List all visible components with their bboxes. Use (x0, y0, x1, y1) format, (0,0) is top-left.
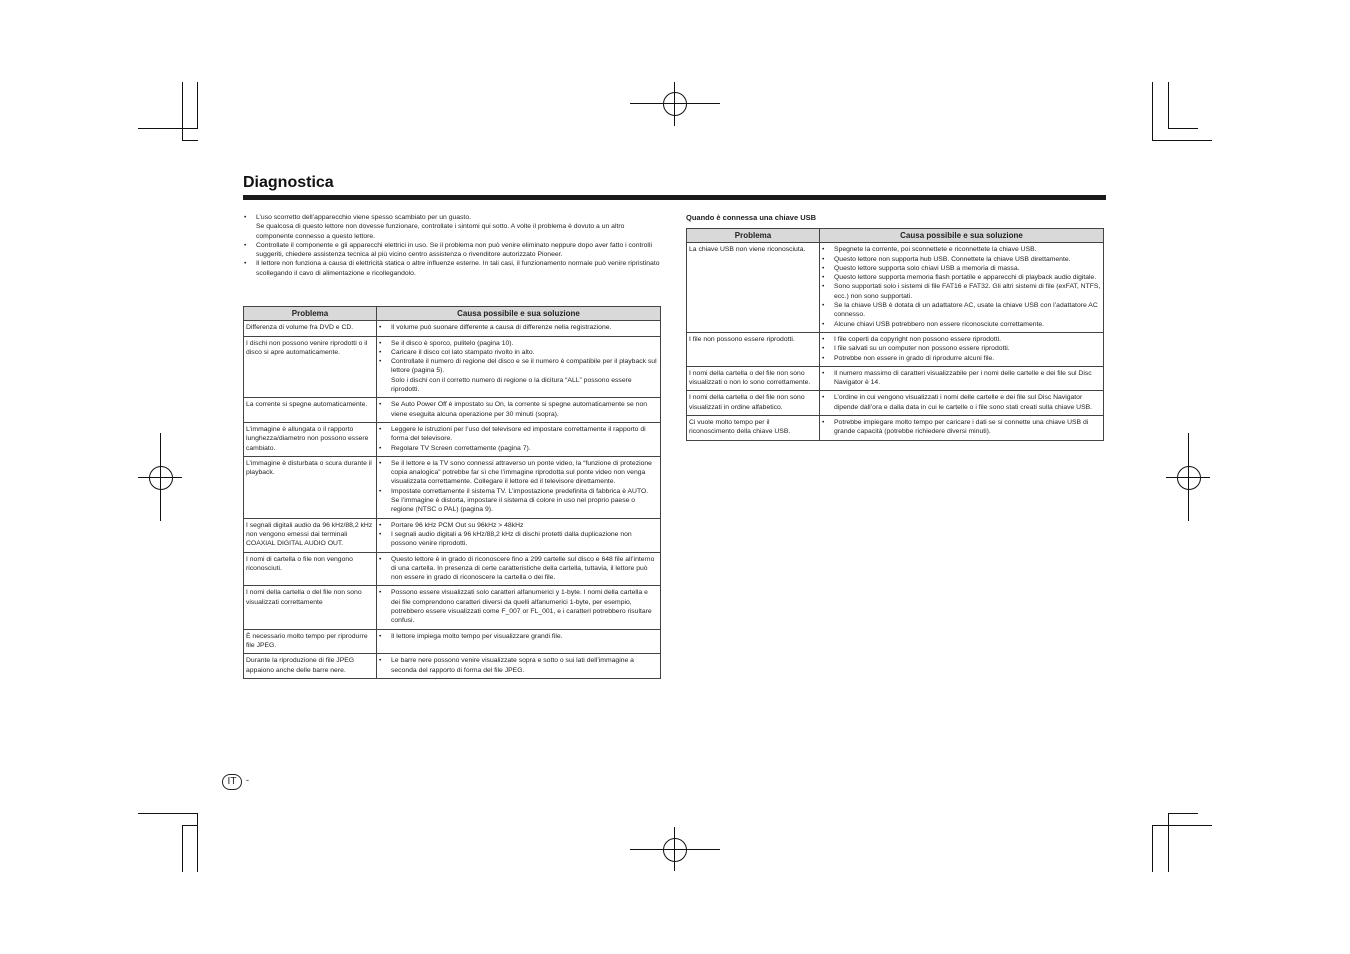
solution-text: Controllate il numero di regione del disco e se il numero è compatibile per il playback sul lettore (pagina 5). (391, 358, 657, 375)
table-row (687, 366, 1104, 391)
problem-cell: I nomi della cartella o del file non sono visualizzati in ordine alfabetico. (687, 391, 820, 416)
problem-cell: I dischi non possono venire riprodotti o il disco si apre automaticamente. (244, 336, 377, 398)
table-row (244, 336, 661, 398)
crop-mark (1152, 140, 1212, 141)
solution-item: • L’ordine in cui vengono visualizzati i nomi delle cartelle e dei file sul Disc Navigator dipende dall’ora e dalla data in cui le cartelle o i file sono stati creati sulla chiave USB. (821, 393, 1101, 412)
solution-cell (377, 336, 661, 398)
solution-item: • Questo lettore è in grado di riconoscere fino a 299 cartelle sul disco e 648 file all’interno di una cartella. In presenza di certe caratteristiche della cartella, tuttavia, il lettore può non essere in grado di riconoscere la cartella o dei file. (378, 555, 658, 583)
crop-mark (182, 140, 198, 141)
solution-cell (377, 654, 661, 679)
solution-text: Solo i dischi con il corretto numero di regione o la dicitura “ALL” possono essere riprodotti. (391, 376, 632, 394)
table-row (244, 629, 661, 654)
table-row (687, 243, 1104, 333)
troubleshooting-table (243, 306, 661, 679)
solution-item: • Questo lettore supporta memoria flash portatile e apparecchi di playback audio digitale. (821, 273, 1101, 282)
solution-cell (377, 321, 661, 336)
registration-mark (663, 92, 687, 116)
solution-item: • Sono supportati solo i sistemi di file FAT16 e FAT32. Gli altri sistemi di file (exFAT, NTFS, ecc.) non sono supportati. (821, 282, 1101, 301)
solution-cell (377, 422, 661, 456)
table-row (244, 422, 661, 456)
crop-mark (138, 128, 198, 129)
crop-mark (1152, 825, 1212, 826)
table-row (244, 456, 661, 518)
registration-mark (630, 103, 720, 104)
page-number: - (246, 775, 249, 785)
solution-cell (820, 391, 1104, 416)
solution-cell (377, 586, 661, 629)
column-header: Problema (244, 307, 377, 321)
intro-text: Controllate il componente e gli apparecchi elettrici in uso. Se il problema non può venire eliminato neppure dopo aver fatto i controlli suggeriti, chiedere assistenza tecnica al più vicino centro assistenza o rivenditore autorizzato Pioneer. (256, 241, 652, 259)
solution-cell (377, 552, 661, 586)
solution-item (378, 357, 658, 394)
solution-item: • Il lettore impiega molto tempo per visualizzare grandi file. (378, 632, 658, 641)
table-row (244, 586, 661, 629)
problem-cell: I nomi di cartella o file non vengono riconosciuti. (244, 552, 377, 586)
solution-item: • Se il lettore e la TV sono connessi attraverso un ponte video, la “funzione di protezione copia analogica” potrebbe far sì che l’immagine riprodotta sul ponte video non venga visualizzata correttamente. Collegare il lettore ed il televisore direttamente. (378, 459, 658, 487)
crop-mark (182, 825, 198, 826)
solution-cell (377, 629, 661, 654)
problem-cell: È necessario molto tempo per riprodurre file JPEG. (244, 629, 377, 654)
column-header: Causa possibile e sua soluzione (377, 307, 661, 321)
solution-cell (820, 366, 1104, 391)
solution-item: • I segnali audio digitali a 96 kHz/88,2 kHz di dischi protetti dalla duplicazione non possono venire riprodotti. (378, 530, 658, 549)
crop-mark (1152, 825, 1153, 872)
intro-notes (243, 213, 663, 278)
solution-cell (377, 456, 661, 518)
problem-cell: La corrente si spegne automaticamente. (244, 398, 377, 423)
solution-item: • Questo lettore non supporta hub USB. Connettete la chiave USB direttamente. (821, 255, 1101, 264)
registration-mark (1177, 466, 1201, 490)
solution-cell (820, 243, 1104, 333)
crop-mark (1168, 128, 1198, 129)
title-rule (243, 195, 1106, 200)
solution-item: • Se il disco è sporco, pulitelo (pagina 10). (378, 339, 658, 348)
registration-mark (630, 849, 720, 850)
usb-section-heading: Quando è connessa una chiave USB (686, 213, 817, 222)
intro-item (243, 213, 663, 241)
problem-cell: I nomi della cartella o del file non sono visualizzati o non lo sono correttamente. (687, 366, 820, 391)
crop-mark (197, 82, 198, 129)
intro-text: L’uso scorretto dell’apparecchio viene spesso scambiato per un guasto. (256, 214, 471, 221)
solution-item: • Regolare TV Screen correttamente (pagina 7). (378, 444, 658, 453)
solution-item: • Alcune chiavi USB potrebbero non essere riconosciute correttamente. (821, 320, 1101, 329)
solution-cell (820, 332, 1104, 366)
solution-item: • Impostate correttamente il sistema TV. L’impostazione predefinita di fabbrica è AUTO. Se l’immagine è distorta, impostare il sistema di colore in uso nel proprio paese o regione (NTSC o PAL) (pagina 9). (378, 487, 658, 515)
column-header: Causa possibile e sua soluzione (820, 229, 1104, 243)
solution-item: • Se la chiave USB è dotata di un adattatore AC, usate la chiave USB con l’adattatore AC connesso. (821, 301, 1101, 320)
solution-item: • Potrebbe non essere in grado di riprodurre alcuni file. (821, 354, 1101, 363)
problem-cell: Differenza di volume fra DVD e CD. (244, 321, 377, 336)
table-row (687, 416, 1104, 441)
registration-mark (674, 82, 675, 126)
problem-cell: Ci vuole molto tempo per il riconoscimento della chiave USB. (687, 416, 820, 441)
table-row (244, 321, 661, 336)
intro-text: Se qualcosa di questo lettore non dovesse funzionare, controllate i sintomi qui sotto. A volte il problema è dovuto a un altro componente connesso a questo lettore. (256, 223, 625, 240)
registration-mark (674, 827, 675, 871)
problem-cell: I segnali digitali audio da 96 kHz/88,2 kHz non vengono emessi dai terminali COAXIAL DIGITAL AUDIO OUT. (244, 518, 377, 552)
problem-cell: I nomi della cartella o del file non sono visualizzati correttamente (244, 586, 377, 629)
intro-item (243, 241, 663, 260)
crop-mark (182, 82, 183, 140)
solution-cell (377, 398, 661, 423)
table-header-row (244, 307, 661, 321)
solution-item: • Portare 96 kHz PCM Out su 96kHz > 48kHz (378, 521, 658, 530)
registration-mark (1188, 433, 1189, 521)
table-row (244, 398, 661, 423)
table-row (244, 654, 661, 679)
problem-cell: La chiave USB non viene riconosciuta. (687, 243, 820, 333)
registration-mark (149, 466, 173, 490)
solution-cell (820, 416, 1104, 441)
language-badge: IT (222, 774, 242, 790)
intro-item (243, 259, 663, 278)
table-row (687, 391, 1104, 416)
table-row (244, 552, 661, 586)
solution-item: • Leggere le istruzioni per l’uso del televisore ed impostare correttamente il rapporto di forma del televisore. (378, 425, 658, 444)
solution-item: • I file salvati su un computer non possono essere riprodotti. (821, 344, 1101, 353)
table-header-row (687, 229, 1104, 243)
solution-item: • Questo lettore supporta solo chiavi USB a memoria di massa. (821, 264, 1101, 273)
problem-cell: L’immagine è allungata o il rapporto lunghezza/diametro non possono essere cambiato. (244, 422, 377, 456)
table-row (687, 332, 1104, 366)
solution-item: • Il volume può suonare differente a causa di differenze nella registrazione. (378, 323, 658, 332)
column-header: Problema (687, 229, 820, 243)
problem-cell: L’immagine è disturbata o scura durante il playback. (244, 456, 377, 518)
solution-item: • Caricare il disco col lato stampato rivolto in alto. (378, 348, 658, 357)
registration-mark (663, 838, 687, 862)
solution-item: • Possono essere visualizzati solo caratteri alfanumerici y 1-byte. I nomi della cartella e dei file comprendono caratteri diversi da quelli alfanumerici 1-byte, per esempio, potrebbero essere visualizzati come F_007 or FL_001, e i caratteri potrebbero risultare confusi. (378, 588, 658, 625)
solution-item: • Se Auto Power Off è impostato su On, la corrente si spegne automaticamente se non viene eseguita alcuna operazione per 30 minuti (sopra). (378, 400, 658, 419)
problem-cell: I file non possono essere riprodotti. (687, 332, 820, 366)
solution-item: • Il numero massimo di caratteri visualizzabile per i nomi delle cartelle e dei file sul Disc Navigator è 14. (821, 369, 1101, 388)
table-row (244, 518, 661, 552)
solution-item: • I file coperti da copyright non possono essere riprodotti. (821, 335, 1101, 344)
crop-mark (1168, 813, 1169, 872)
registration-mark (160, 433, 161, 521)
solution-item: • Le barre nere possono venire visualizzate sopra e sotto o sui lati dell’immagine a seconda del rapporto di forma del file JPEG. (378, 656, 658, 675)
crop-mark (1168, 813, 1198, 814)
page-title: Diagnostica (243, 174, 334, 191)
usb-troubleshooting-table (686, 228, 1104, 441)
solution-item: • Spegnete la corrente, poi sconnettete e riconnettete la chiave USB. (821, 245, 1101, 254)
solution-cell (377, 518, 661, 552)
solution-item: • Potrebbe impiegare molto tempo per caricare i dati se si connette una chiave USB di grande capacità (potrebbe richiedere diversi minuti). (821, 418, 1101, 437)
problem-cell: Durante la riproduzione di file JPEG appaiono anche delle barre nere. (244, 654, 377, 679)
crop-mark (197, 813, 198, 872)
crop-mark (138, 813, 198, 814)
crop-mark (1152, 82, 1153, 140)
intro-text: Il lettore non funziona a causa di elettricità statica o altre influenze esterne. In tali casi, il funzionamento normale può venire ripristinato scollegando il cavo di alimentazione e ricollegandolo. (256, 260, 660, 277)
crop-mark (182, 825, 183, 872)
crop-mark (1168, 82, 1169, 129)
